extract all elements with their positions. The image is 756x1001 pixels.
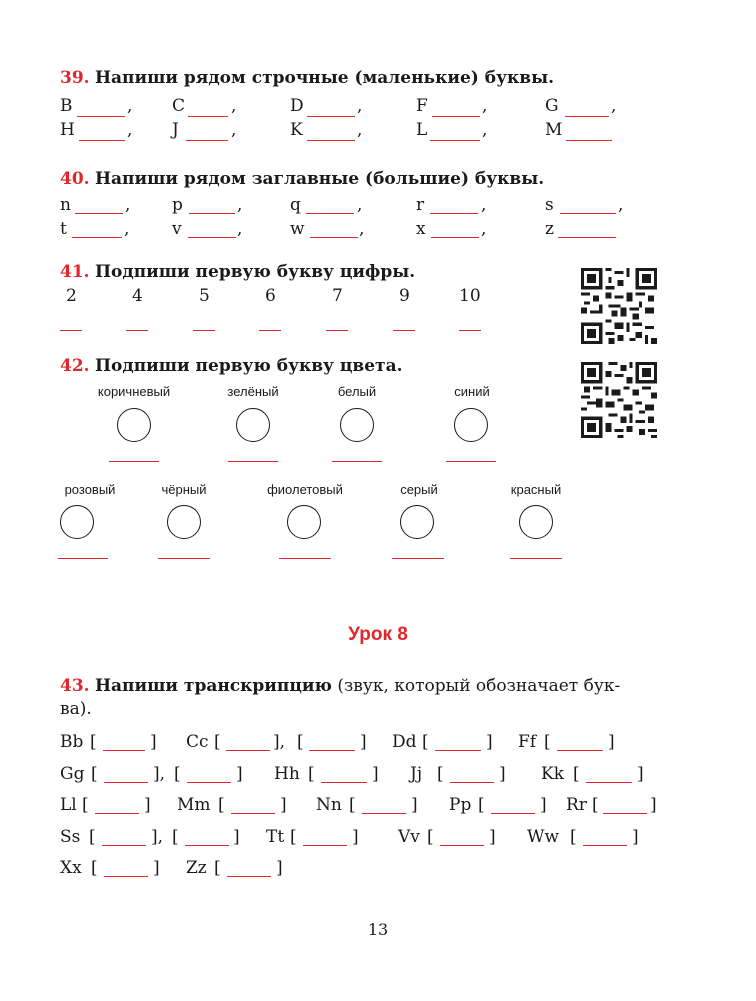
bracket: [ — [90, 732, 97, 752]
answer-line[interactable] — [279, 558, 331, 559]
answer-line[interactable] — [430, 140, 480, 141]
bracket: ] — [411, 795, 418, 815]
letter-pair: Vv — [398, 827, 420, 847]
bracket: [ — [172, 827, 179, 847]
letter: K — [290, 120, 303, 140]
letter: s — [545, 195, 554, 215]
bracket: [ — [82, 795, 89, 815]
letter: p — [172, 195, 183, 215]
letter-pair: Zz — [186, 858, 207, 878]
color-circle[interactable] — [340, 408, 374, 442]
letter-pair: Ll — [60, 795, 77, 815]
answer-line[interactable] — [103, 750, 145, 751]
color-circle[interactable] — [400, 505, 434, 539]
letter: H — [60, 120, 75, 140]
exercise-43-heading — [60, 676, 660, 696]
bracket: ] — [608, 732, 615, 752]
color-circle[interactable] — [60, 505, 94, 539]
bracket: [ — [214, 732, 221, 752]
digit: 2 — [66, 286, 77, 306]
color-label: серый — [400, 482, 438, 497]
answer-line[interactable] — [306, 213, 354, 214]
letter: G — [545, 96, 559, 116]
answer-line[interactable] — [231, 813, 275, 814]
comma: , — [359, 219, 365, 239]
comma: , — [482, 120, 488, 140]
color-circle[interactable] — [454, 408, 488, 442]
comma: , — [618, 195, 624, 215]
bracket: ] — [360, 732, 367, 752]
answer-line[interactable] — [430, 213, 478, 214]
answer-line[interactable] — [109, 461, 159, 462]
exercise-title: Напиши рядом строчные (маленькие) буквы. — [94, 68, 555, 88]
exercise-title: Напиши рядом заглавные (большие) буквы. — [94, 169, 545, 189]
answer-line[interactable] — [102, 845, 146, 846]
answer-line[interactable] — [393, 330, 415, 331]
comma: , — [357, 195, 363, 215]
answer-line[interactable] — [586, 782, 632, 783]
exercise-number: 39. — [60, 68, 90, 88]
color-label: фиолетовый — [267, 482, 343, 497]
answer-line[interactable] — [459, 330, 481, 331]
bracket: [ — [174, 764, 181, 784]
letter-pair: Ss — [60, 827, 81, 847]
bracket: ] — [540, 795, 547, 815]
comma: , — [127, 120, 133, 140]
bracket: ] — [632, 827, 639, 847]
comma: , — [231, 96, 237, 116]
comma: , — [127, 96, 133, 116]
bracket: [ — [89, 827, 96, 847]
bracket: ] — [233, 827, 240, 847]
digit: 5 — [199, 286, 210, 306]
color-label: синий — [454, 384, 490, 399]
letter-pair: Rr — [566, 795, 587, 815]
comma: , — [125, 195, 131, 215]
answer-line[interactable] — [95, 813, 139, 814]
exercise-title: Напиши транскрипцию — [94, 676, 332, 696]
answer-line[interactable] — [185, 845, 229, 846]
answer-line[interactable] — [310, 237, 358, 238]
bracket: ] — [153, 858, 160, 878]
bracket: [ — [427, 827, 434, 847]
comma: , — [357, 120, 363, 140]
answer-line[interactable] — [60, 330, 82, 331]
exercise-number: 42. — [60, 356, 90, 376]
exercise-43-heading-cont: ва). — [60, 699, 92, 719]
bracket: ] — [489, 827, 496, 847]
answer-line[interactable] — [186, 140, 228, 141]
letter: J — [172, 120, 179, 140]
letter-pair: Xx — [60, 858, 82, 878]
comma: , — [357, 96, 363, 116]
bracket: [ — [214, 858, 221, 878]
exercise-39-heading — [60, 68, 554, 88]
answer-line[interactable] — [187, 782, 231, 783]
letter: B — [60, 96, 73, 116]
answer-line[interactable] — [491, 813, 535, 814]
lesson-title: Урок 8 — [348, 624, 408, 645]
letter-pair: Cc — [186, 732, 209, 752]
qr-code-icon[interactable] — [581, 362, 657, 438]
answer-line[interactable] — [583, 845, 627, 846]
exercise-number: 40. — [60, 169, 90, 189]
color-label: чёрный — [161, 482, 207, 497]
letter-pair: Pp — [449, 795, 472, 815]
bracket: [ — [91, 858, 98, 878]
letter: F — [416, 96, 428, 116]
letter-pair: Kk — [541, 764, 565, 784]
color-label: розовый — [64, 482, 116, 497]
letter-pair: Mm — [177, 795, 211, 815]
answer-line[interactable] — [189, 213, 235, 214]
bracket: ] — [499, 764, 506, 784]
comma: , — [237, 195, 243, 215]
answer-line[interactable] — [362, 813, 406, 814]
bracket: ], — [153, 764, 166, 784]
exercise-title: Подпиши первую букву цвета. — [94, 356, 403, 376]
answer-line[interactable] — [440, 845, 484, 846]
bracket: ], — [151, 827, 164, 847]
bracket: ] — [352, 827, 359, 847]
answer-line[interactable] — [431, 237, 479, 238]
answer-line[interactable] — [307, 140, 355, 141]
exercise-title-rest: (звук, который обозначает бук- — [331, 676, 621, 696]
bracket: ], — [273, 732, 286, 752]
letter-pair: Tt — [266, 827, 285, 847]
color-circle[interactable] — [117, 408, 151, 442]
bracket: [ — [592, 795, 599, 815]
bracket: [ — [437, 764, 444, 784]
color-circle[interactable] — [167, 505, 201, 539]
exercise-title: Подпиши первую букву цифры. — [94, 262, 416, 282]
answer-line[interactable] — [321, 782, 367, 783]
exercise-41-heading — [60, 262, 415, 282]
letter-pair: Dd — [392, 732, 417, 752]
answer-line[interactable] — [557, 750, 603, 751]
answer-line[interactable] — [326, 330, 348, 331]
letter-pair: Ww — [527, 827, 560, 847]
answer-line[interactable] — [75, 213, 123, 214]
answer-line[interactable] — [104, 876, 148, 877]
letter: C — [172, 96, 186, 116]
bracket: [ — [478, 795, 485, 815]
bracket: ] — [637, 764, 644, 784]
answer-line[interactable] — [188, 116, 228, 117]
color-circle[interactable] — [519, 505, 553, 539]
comma: , — [237, 219, 243, 239]
bracket: [ — [422, 732, 429, 752]
letter: r — [416, 195, 425, 215]
color-label: красный — [510, 482, 562, 497]
comma: , — [124, 219, 130, 239]
answer-line[interactable] — [193, 330, 215, 331]
answer-line[interactable] — [158, 558, 210, 559]
bracket: ] — [144, 795, 151, 815]
bracket: [ — [570, 827, 577, 847]
answer-line[interactable] — [450, 782, 494, 783]
letter-pair: Nn — [316, 795, 342, 815]
answer-line[interactable] — [392, 558, 444, 559]
comma: , — [482, 96, 488, 116]
answer-line[interactable] — [77, 116, 125, 117]
answer-line[interactable] — [560, 213, 616, 214]
color-label: зелёный — [227, 384, 279, 399]
answer-line[interactable] — [566, 140, 612, 141]
letter: D — [290, 96, 304, 116]
color-label: белый — [337, 384, 377, 399]
letter: L — [416, 120, 428, 140]
comma: , — [611, 96, 617, 116]
bracket: [ — [290, 827, 297, 847]
answer-line[interactable] — [259, 330, 281, 331]
exercise-42-heading — [60, 356, 403, 376]
answer-line[interactable] — [510, 558, 562, 559]
answer-line[interactable] — [446, 461, 496, 462]
bracket: [ — [544, 732, 551, 752]
color-circle[interactable] — [287, 505, 321, 539]
answer-line[interactable] — [309, 750, 355, 751]
letter-pair: Bb — [60, 732, 84, 752]
answer-line[interactable] — [332, 461, 382, 462]
answer-line[interactable] — [72, 237, 122, 238]
letter: w — [290, 219, 305, 239]
answer-line[interactable] — [565, 116, 609, 117]
letter: M — [545, 120, 563, 140]
bracket: [ — [308, 764, 315, 784]
digit: 6 — [265, 286, 276, 306]
letter: q — [290, 195, 301, 215]
color-circle[interactable] — [236, 408, 270, 442]
letter-pair: Gg — [60, 764, 85, 784]
digit: 7 — [332, 286, 343, 306]
bracket: [ — [573, 764, 580, 784]
bracket: [ — [297, 732, 304, 752]
answer-line[interactable] — [79, 140, 125, 141]
answer-line[interactable] — [228, 461, 278, 462]
letter-pair: Hh — [274, 764, 300, 784]
letter-pair: Jj — [410, 764, 423, 784]
answer-line[interactable] — [435, 750, 481, 751]
letter: t — [60, 219, 67, 239]
bracket: ] — [150, 732, 157, 752]
bracket: [ — [349, 795, 356, 815]
bracket: ] — [486, 732, 493, 752]
bracket: ] — [650, 795, 657, 815]
answer-line[interactable] — [303, 845, 347, 846]
comma: , — [481, 195, 487, 215]
bracket: [ — [91, 764, 98, 784]
letter-pair: Ff — [518, 732, 537, 752]
answer-line[interactable] — [126, 330, 148, 331]
answer-line[interactable] — [432, 116, 480, 117]
comma: , — [231, 120, 237, 140]
qr-code-icon[interactable] — [581, 268, 657, 344]
answer-line[interactable] — [226, 750, 270, 751]
letter: z — [545, 219, 554, 239]
answer-line[interactable] — [104, 782, 148, 783]
digit: 9 — [399, 286, 410, 306]
color-label: коричневый — [97, 384, 171, 399]
answer-line[interactable] — [603, 813, 647, 814]
answer-line[interactable] — [558, 237, 616, 238]
digit: 4 — [132, 286, 143, 306]
answer-line[interactable] — [58, 558, 108, 559]
digit: 10 — [459, 286, 481, 306]
exercise-40-heading — [60, 169, 544, 189]
exercise-number: 43. — [60, 676, 90, 696]
answer-line[interactable] — [307, 116, 355, 117]
bracket: ] — [236, 764, 243, 784]
exercise-number: 41. — [60, 262, 90, 282]
page-number: 13 — [367, 920, 389, 939]
bracket: ] — [276, 858, 283, 878]
bracket: ] — [372, 764, 379, 784]
comma: , — [481, 219, 487, 239]
letter: n — [60, 195, 71, 215]
answer-line[interactable] — [188, 237, 236, 238]
bracket: [ — [218, 795, 225, 815]
answer-line[interactable] — [227, 876, 271, 877]
bracket: ] — [280, 795, 287, 815]
letter: v — [172, 219, 182, 239]
letter: x — [416, 219, 426, 239]
